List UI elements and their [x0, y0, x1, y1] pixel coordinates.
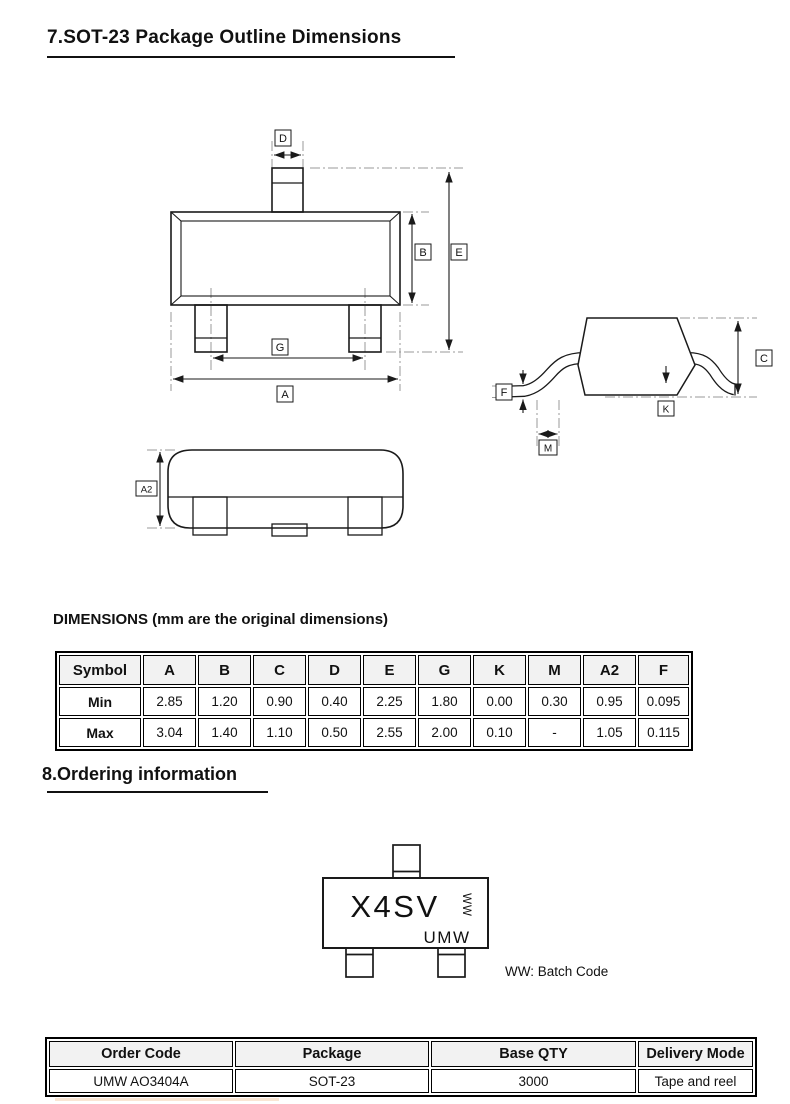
section7-underline: [47, 56, 455, 58]
lead-left: [508, 358, 585, 398]
side-body-outline: [578, 318, 695, 395]
dimension-lines-top-view: [173, 155, 449, 379]
marking-bottom-pin-right: [438, 948, 465, 977]
marking-bottom-pin-left: [346, 948, 373, 977]
svg-text:B: B: [419, 247, 427, 259]
base-qty-value: 3000: [431, 1069, 636, 1093]
cell: 2.55: [363, 718, 416, 747]
min-row: [59, 687, 689, 716]
cell: 3.04: [143, 718, 196, 747]
cell: 2.25: [363, 687, 416, 716]
max-row: [59, 718, 689, 747]
col-e: E: [363, 655, 416, 685]
svg-text:A: A: [281, 389, 289, 401]
svg-text:M: M: [543, 443, 553, 455]
marking-brand-text: UMW: [423, 928, 471, 947]
page-artifact-line: [55, 1098, 279, 1101]
col-k: K: [473, 655, 526, 685]
marking-batch-text: WW: [460, 893, 472, 917]
package-marking-drawing: [300, 838, 500, 998]
package-profile-view: [136, 450, 403, 536]
section7-title: 7.SOT-23 Package Outline Dimensions: [47, 27, 402, 48]
cell: 1.20: [198, 687, 251, 716]
cell: 0.30: [528, 687, 581, 716]
profile-tab-left: [193, 497, 227, 535]
col-c: C: [253, 655, 306, 685]
profile-tab-right: [348, 497, 382, 535]
col-package: Package: [235, 1041, 429, 1067]
section8-underline: [47, 791, 268, 793]
cell: 0.115: [638, 718, 689, 747]
col-symbol: Symbol: [59, 655, 141, 685]
package-value: SOT-23: [235, 1069, 429, 1093]
dim-label-M: [539, 440, 557, 455]
cell: 0.40: [308, 687, 361, 716]
col-d: D: [308, 655, 361, 685]
section8-title: 8.Ordering information: [42, 764, 238, 784]
dim-label-D: [275, 130, 291, 146]
dim-label-G: [272, 339, 288, 355]
dim-label-A: [277, 386, 293, 402]
package-side-view: [492, 318, 772, 455]
max-label: Max: [59, 718, 141, 747]
dim-label-C: [756, 350, 772, 366]
col-b: B: [198, 655, 251, 685]
body-outline: [171, 212, 400, 305]
svg-text:C: C: [760, 353, 768, 365]
svg-text:D: D: [279, 133, 287, 145]
dim-label-A2: [136, 481, 157, 496]
cell: 1.40: [198, 718, 251, 747]
cell: 0.90: [253, 687, 306, 716]
cell: 0.95: [583, 687, 636, 716]
dim-label-E: [451, 244, 467, 260]
package-top-view: [171, 130, 467, 402]
ordering-header-row: [49, 1041, 753, 1067]
cell: 2.85: [143, 687, 196, 716]
dimensions-table: [55, 651, 693, 751]
min-label: Min: [59, 687, 141, 716]
col-a: A: [143, 655, 196, 685]
col-delivery-mode: Delivery Mode: [638, 1041, 753, 1067]
col-g: G: [418, 655, 471, 685]
center-lines: [171, 141, 463, 391]
svg-text:E: E: [455, 247, 463, 259]
top-pin: [272, 168, 303, 212]
ordering-table: [45, 1037, 757, 1097]
order-code-value: UMW AO3404A: [49, 1069, 233, 1093]
cell: -: [528, 718, 581, 747]
svg-text:A2: A2: [140, 484, 153, 496]
col-order-code: Order Code: [49, 1041, 233, 1067]
dimensions-header-row: [59, 655, 689, 685]
cell: 1.10: [253, 718, 306, 747]
dimensions-note: DIMENSIONS (mm are the original dimensions): [53, 611, 389, 628]
svg-text:K: K: [662, 404, 670, 416]
col-m: M: [528, 655, 581, 685]
svg-text:F: F: [500, 387, 508, 399]
svg-text:G: G: [275, 342, 285, 354]
marking-top-pin: [393, 845, 420, 878]
dim-label-B: [415, 244, 431, 260]
ordering-data-row: [49, 1069, 753, 1093]
delivery-mode-value: Tape and reel: [638, 1069, 753, 1093]
batch-code-note: WW: Batch Code: [505, 964, 609, 979]
cell: 0.00: [473, 687, 526, 716]
cell: 2.00: [418, 718, 471, 747]
marking-code-text: X4SV: [350, 889, 440, 924]
col-a2: A2: [583, 655, 636, 685]
cell: 0.10: [473, 718, 526, 747]
cell: 0.50: [308, 718, 361, 747]
dim-label-F: [496, 384, 512, 400]
dim-label-K: [658, 401, 674, 416]
col-f: F: [638, 655, 689, 685]
profile-body-outline: [168, 450, 403, 528]
package-outline-drawing: [0, 100, 790, 580]
profile-tab-center: [272, 524, 307, 536]
body-inner-outline: [181, 221, 390, 296]
cell: 0.095: [638, 687, 689, 716]
cell: 1.05: [583, 718, 636, 747]
cell: 1.80: [418, 687, 471, 716]
col-base-qty: Base QTY: [431, 1041, 636, 1067]
